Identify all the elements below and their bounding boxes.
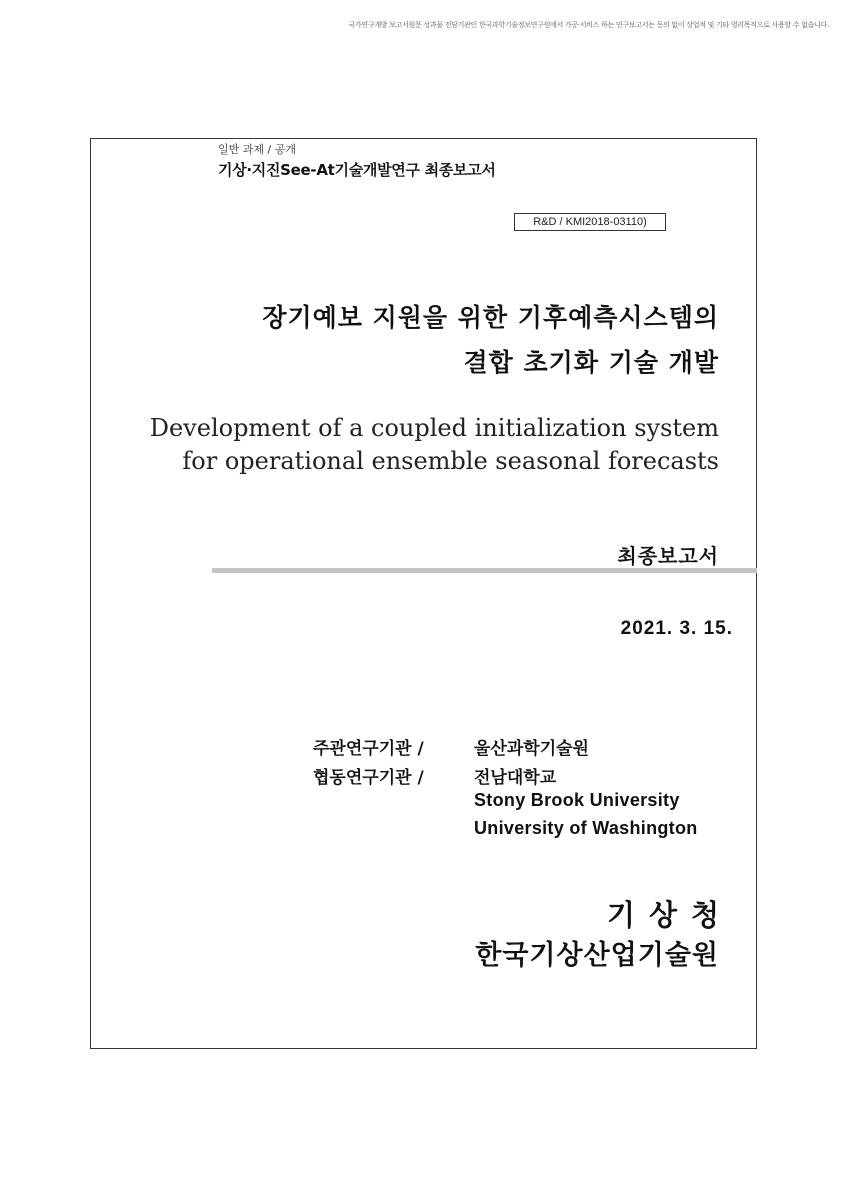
korean-title-line-2: 결합 초기화 기술 개발	[463, 348, 719, 377]
lead-institution-label: 주관연구기관 /	[313, 739, 424, 759]
copyright-notice: 국가연구개발 보고서원문 성과물 전담기관인 한국과학기술정보연구원에서 가공·서비스 하는 연구보고서는 동의 없이 상업적 및 기타 영리목적으로 사용할 수 없습니다.	[348, 21, 829, 29]
project-category: 일반 과제 / 공개	[218, 143, 296, 156]
english-title-line-1: Development of a coupled initialization system	[149, 414, 719, 442]
korean-title-line-1: 장기예보 지원을 위한 기후예측시스템의	[262, 303, 719, 332]
co-institution-1: 전남대학교	[474, 768, 557, 788]
co-institution-2: Stony Brook University	[474, 790, 680, 810]
co-institution-3: University of Washington	[474, 818, 698, 838]
english-title-line-2: for operational ensemble seasonal forecasts	[182, 447, 719, 475]
publisher-agency: 기상청	[606, 898, 733, 932]
report-date: 2021. 3. 15.	[620, 618, 733, 639]
title-divider	[212, 568, 757, 573]
project-number-box: R&D / KMI2018-03110)	[514, 213, 666, 231]
co-institution-label: 협동연구기관 /	[313, 768, 424, 788]
report-type: 최종보고서	[617, 544, 719, 568]
report-series-title: 기상·지진See-At기술개발연구 최종보고서	[218, 161, 496, 179]
publisher-institute: 한국기상산업기술원	[475, 940, 719, 971]
lead-institution: 울산과학기술원	[474, 739, 589, 759]
